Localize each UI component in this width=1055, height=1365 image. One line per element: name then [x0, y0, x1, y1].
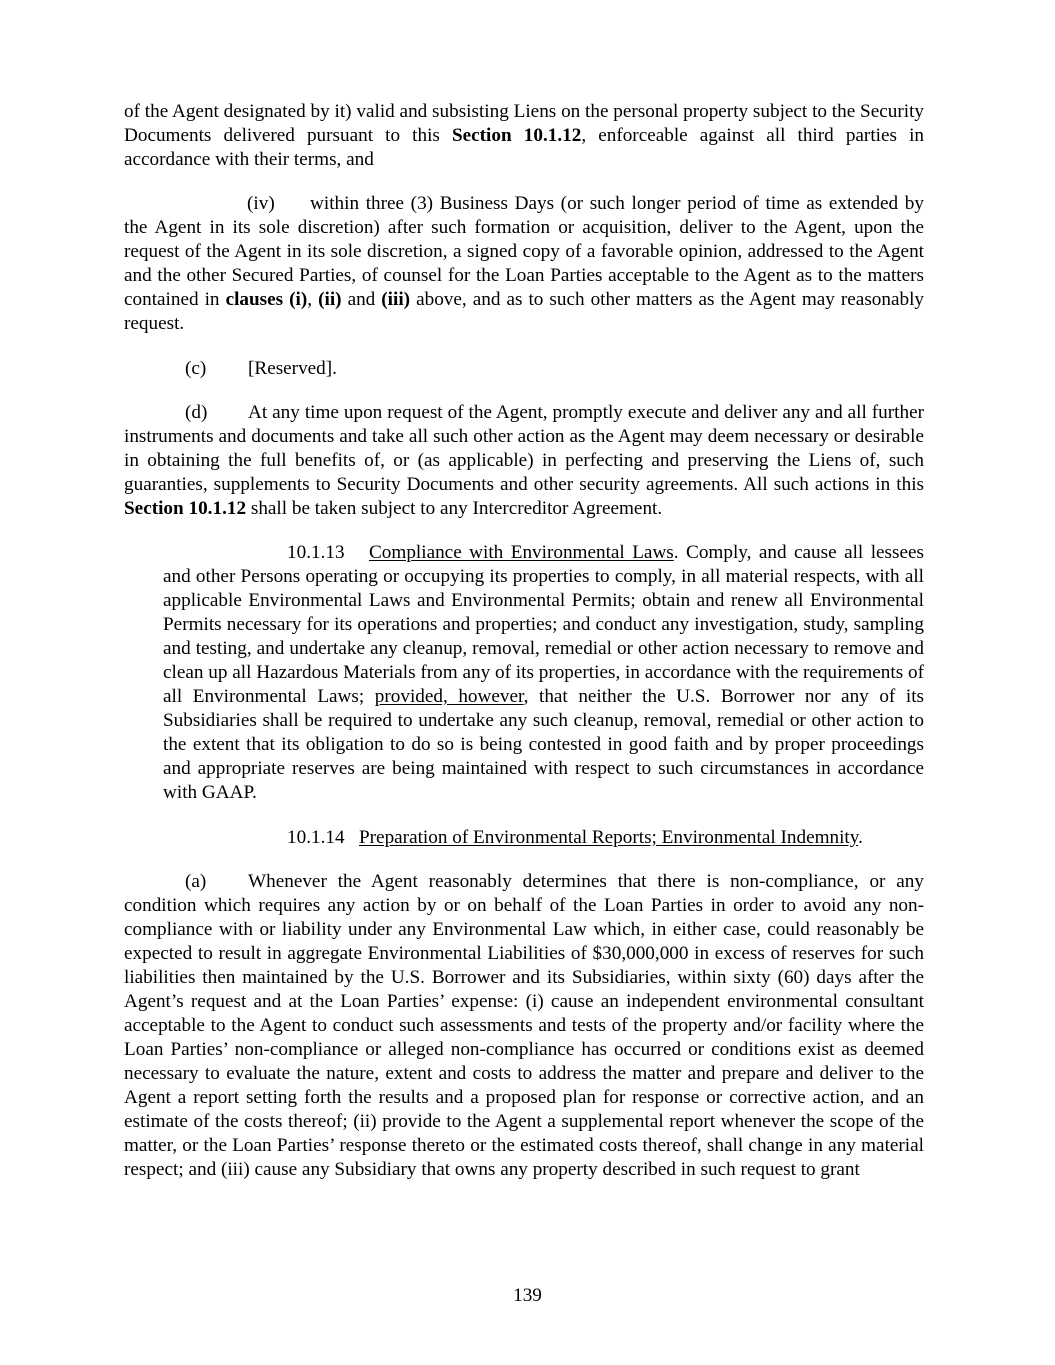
- paragraph-text: [Reserved].: [248, 358, 337, 379]
- section-heading: Compliance with Environmental Laws: [369, 542, 674, 563]
- paragraph-text: shall be taken subject to any Intercreditor Agreement.: [246, 498, 663, 519]
- clause-label: (iv): [247, 193, 275, 214]
- paragraph-text: of the Agent designated by it) valid and subsisting Liens on the personal property subject to the Security Documents delivered pursuant to this: [124, 101, 924, 146]
- paragraph-text: At any time upon request of the Agent, promptly execute and deliver any and all further instruments and documents and take all such other action as the Agent may deem necessary or desirable in obtaining the full benefits of, or (as applicable) in perfecting and preserving the Liens of, such guaranties, supplements to Security Documents and other security agreements. All such actions in this: [124, 402, 924, 495]
- paragraph-text: above, and as to such other matters as the Agent may reasonably request.: [124, 289, 925, 334]
- section-10-1-14: [163, 826, 924, 850]
- heading-period: .: [858, 827, 863, 848]
- clause-label: (c): [185, 358, 207, 379]
- paragraph-clause-d: [124, 401, 924, 521]
- clause-reference: (iii): [381, 289, 411, 310]
- clause-label: (d): [185, 402, 208, 423]
- section-body: [163, 826, 924, 850]
- section-reference: Section 10.1.12: [451, 125, 582, 146]
- section-number: 10.1.13: [287, 542, 345, 563]
- paragraph-clause-a: [124, 870, 924, 1182]
- clause-reference: (ii): [318, 289, 342, 310]
- paragraph-clause-iv: [124, 192, 924, 336]
- separator-text: ,: [307, 289, 319, 310]
- paragraph-text: within three (3) Business Days (or such longer period of time as extended by the Agent in its sole discretion) after such formation or acquisition, deliver to the Agent, upon the request of the Agent in its sole discretion, a signed copy of a favorable opinion, addressed to the Agent and the other Secured Parties, of counsel for the Loan Parties acceptable to the Agent as to the matters contained in: [124, 193, 924, 310]
- section-body: [163, 541, 924, 805]
- section-reference: Section 10.1.12: [124, 498, 247, 519]
- paragraph-security-liens: [124, 100, 924, 172]
- paragraph-text: , enforceable against all third parties in accordance with their terms, and: [124, 125, 924, 170]
- paragraph-text: Whenever the Agent reasonably determines that there is non-compliance, or any condition which requires any action by or on behalf of the Loan Parties in order to avoid any non-compliance with or liability under any Environmental Law which, in either case, could reasonably be expected to result in aggregate Environmental Liabilities of $30,000,000 in excess of reserves for such liabilities then maintained by the U.S. Borrower and its Subsidiaries, within sixty (60) days after the Agent’s request and at the Loan Parties’ expense: (i) cause an independent environmental consultant acceptable to the Agent to conduct such assessments and tests of the property and/or facility where the Loan Parties’ non-compliance or alleged non-compliance has occurred or conditions exist as deemed necessary to evaluate the nature, extent and costs to address the matter and prepare and deliver to the Agent a report setting forth the results and a proposed plan for response or corrective action, and an estimate of the costs thereof; (ii) provide to the Agent a supplemental report whenever the scope of the matter, or the Loan Parties’ response thereto or the estimated costs thereof, shall change in any material respect; and (iii) cause any Subsidiary that owns any property described in such request to grant: [124, 871, 924, 1180]
- proviso-text: provided, however: [374, 686, 524, 707]
- section-number: 10.1.14: [287, 827, 345, 848]
- clause-label: (a): [185, 871, 207, 892]
- page-number: 139: [513, 1285, 542, 1306]
- paragraph-clause-c: [124, 357, 924, 381]
- clause-reference: clauses (i): [225, 289, 308, 310]
- paragraph-text: , that neither the U.S. Borrower nor any of its Subsidiaries shall be required to undertake any such cleanup, removal, remedial or other action to the extent that its obligation to do so is being contested in good faith and by proper proceedings and appropriate reserves are being maintained with respect to such circumstances in accordance with GAAP.: [163, 686, 924, 803]
- paragraph-text: . Comply, and cause all lessees and other Persons operating or occupying its properties to comply, in all material respects, with all applicable Environmental Laws and Environmental Permits; obtain and renew all Environmental Permits necessary for its operations and properties; and conduct any investigation, study, sampling and testing, and undertake any cleanup, removal, remedial or other action necessary to remove and clean up all Hazardous Materials from any of its properties, in accordance with the requirements of all Environmental Laws;: [163, 542, 924, 707]
- section-10-1-13: [163, 541, 924, 805]
- section-heading: Preparation of Environmental Reports; Environmental Indemnity: [359, 827, 859, 848]
- separator-text: and: [341, 289, 382, 310]
- document-page: [124, 100, 924, 1182]
